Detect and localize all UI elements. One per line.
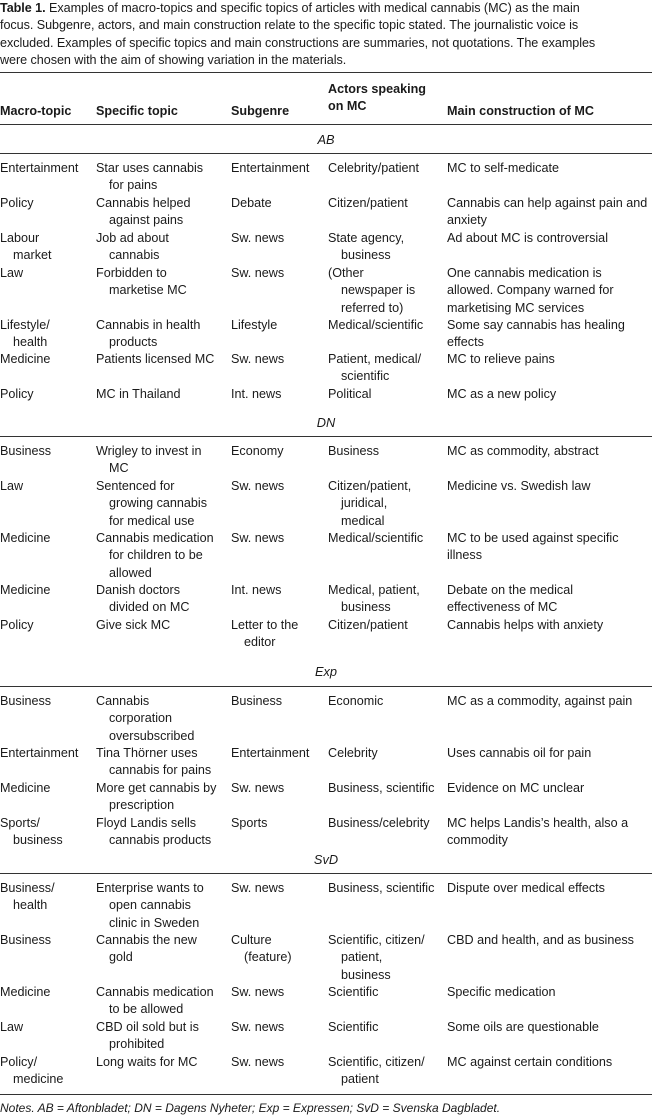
cell-line: Cannabis medication <box>96 531 214 545</box>
cell-line: allowed <box>109 565 152 580</box>
actors-cell <box>328 443 379 460</box>
main-construction-cell <box>447 1019 599 1036</box>
cell-line: One cannabis medication is <box>447 266 602 280</box>
section-label-exp: Exp <box>314 664 338 679</box>
table-notes: Notes. AB = Aftonbladet; DN = Dagens Nyheter; Exp = Expressen; SvD = Svenska Dagbladet. <box>0 1101 501 1115</box>
cell-line: State agency, <box>328 231 405 245</box>
cell-line: MC to relieve pains <box>447 352 555 366</box>
actors-cell <box>328 880 434 897</box>
cell-line: Political <box>328 387 372 401</box>
cell-line: business <box>341 967 391 982</box>
cell-line: juridical, <box>341 496 388 511</box>
cell-line: Wrigley to invest in <box>96 444 202 458</box>
subgenre-cell <box>231 478 284 495</box>
cell-line: Cannabis can help against pain and <box>447 196 648 210</box>
subgenre-cell <box>231 1054 284 1071</box>
main-construction-cell <box>447 582 573 617</box>
main-construction-cell <box>447 932 634 949</box>
cell-line: Patients licensed MC <box>96 352 215 366</box>
specific-topic-cell <box>96 195 191 230</box>
subgenre-cell <box>231 160 309 177</box>
cell-line: Law <box>0 266 24 280</box>
cell-line: Entertainment <box>231 161 310 175</box>
cell-line: Lifestyle/ <box>0 318 50 332</box>
cell-line: Medicine <box>0 352 51 366</box>
cell-line: Debate <box>231 196 272 210</box>
cell-line: Some oils are questionable <box>447 1020 599 1034</box>
cell-line: Job ad about <box>96 231 169 245</box>
macro-topic-cell <box>0 530 50 547</box>
main-construction-cell <box>447 160 559 177</box>
cell-line: MC helps Landis’s health, also a <box>447 816 629 830</box>
specific-topic-cell <box>96 443 201 478</box>
cell-line: marketise MC <box>109 283 187 298</box>
main-construction-cell <box>447 693 632 710</box>
cell-line: Sw. news <box>231 1055 285 1069</box>
specific-topic-cell <box>96 351 214 368</box>
actors-cell <box>328 265 415 317</box>
actors-cell <box>328 815 430 832</box>
section-rule-exp <box>0 686 652 687</box>
actors-cell <box>328 160 419 177</box>
cell-line: Business <box>0 694 52 708</box>
cell-line: Business <box>0 444 52 458</box>
cell-line: Medicine <box>0 781 51 795</box>
cell-line: Entertainment <box>231 746 310 760</box>
cell-line: Sw. news <box>231 881 285 895</box>
cell-line: Policy <box>0 196 34 210</box>
cell-line: Medical/scientific <box>328 318 424 332</box>
subgenre-cell <box>231 617 298 652</box>
cell-line: for medical use <box>109 513 195 528</box>
macro-topic-cell <box>0 815 63 850</box>
cell-line: Cannabis in health <box>96 318 201 332</box>
actors-cell <box>328 932 425 984</box>
actors-cell <box>328 582 420 617</box>
actors-cell <box>328 780 434 797</box>
specific-topic-cell <box>96 880 204 932</box>
cell-line: commodity <box>447 833 508 848</box>
macro-topic-cell <box>0 230 52 265</box>
cell-line: against pains <box>109 213 184 228</box>
subgenre-cell <box>231 386 281 403</box>
subgenre-cell <box>231 984 284 1001</box>
actors-cell <box>328 478 411 530</box>
main-construction-cell <box>447 745 591 762</box>
cell-line: business <box>341 248 391 263</box>
cell-line: Medicine <box>0 583 51 597</box>
cell-line: Citizen/patient, <box>328 479 412 493</box>
cell-line: Sentenced for <box>96 479 175 493</box>
cell-line: Danish doctors <box>96 583 180 597</box>
main-construction-cell <box>447 443 599 460</box>
section-label-ab: AB <box>317 132 335 147</box>
cell-line: Evidence on MC unclear <box>447 781 585 795</box>
cell-line: Cannabis the new <box>96 933 197 947</box>
macro-topic-cell <box>0 617 34 634</box>
cell-line: cannabis products <box>109 833 212 848</box>
macro-topic-cell <box>0 195 34 212</box>
main-construction-cell <box>447 195 647 230</box>
cell-line: newspaper is <box>341 283 416 298</box>
cell-line: Medical/scientific <box>328 531 424 545</box>
actors-cell <box>328 386 371 403</box>
specific-topic-cell <box>96 815 211 850</box>
cell-line: Dispute over medical effects <box>447 881 605 895</box>
cell-line: (feature) <box>244 950 292 965</box>
actors-cell <box>328 351 421 386</box>
macro-topic-cell <box>0 693 51 710</box>
cell-line: Business, scientific <box>328 781 435 795</box>
main-construction-cell <box>447 230 608 247</box>
macro-topic-cell <box>0 880 55 915</box>
cell-line: products <box>109 335 158 350</box>
main-construction-cell <box>447 880 605 897</box>
specific-topic-cell <box>96 780 216 815</box>
header-subgenre: Subgenre <box>231 104 290 118</box>
cell-line: Entertainment <box>0 161 79 175</box>
macro-topic-cell <box>0 582 50 599</box>
cell-line: Economy <box>231 444 284 458</box>
cell-line: Celebrity <box>328 746 378 760</box>
actors-cell <box>328 984 378 1001</box>
cell-line: Sw. news <box>231 781 285 795</box>
cell-line: Star uses cannabis <box>96 161 204 175</box>
cell-line: Business <box>231 694 283 708</box>
macro-topic-cell <box>0 160 78 177</box>
cell-line: growing cannabis <box>109 496 208 511</box>
actors-cell <box>328 230 404 265</box>
macro-topic-cell <box>0 265 23 282</box>
cell-line: for children to be <box>109 548 203 563</box>
specific-topic-cell <box>96 478 207 530</box>
cell-line: Specific medication <box>447 985 556 999</box>
cell-line: Sports/ <box>0 816 40 830</box>
cell-line: Some say cannabis has healing <box>447 318 625 332</box>
main-construction-cell <box>447 617 603 634</box>
cell-line: Debate on the medical <box>447 583 574 597</box>
cell-line: Policy <box>0 618 34 632</box>
cell-line: Labour <box>0 231 40 245</box>
cell-line: illness <box>447 548 482 563</box>
main-construction-cell <box>447 265 614 317</box>
specific-topic-cell <box>96 1019 199 1054</box>
actors-cell <box>328 617 408 634</box>
cell-line: allowed. Company warned for <box>447 283 614 298</box>
cell-line: Culture <box>231 933 272 947</box>
subgenre-cell <box>231 932 292 967</box>
cell-line: prescription <box>109 798 175 813</box>
cell-line: Citizen/patient <box>328 618 408 632</box>
actors-cell <box>328 530 423 547</box>
cell-line: corporation <box>109 711 173 726</box>
section-rule-svd <box>0 873 652 874</box>
cell-line: cannabis for pains <box>109 763 212 778</box>
header-macro-topic: Macro-topic <box>0 104 72 118</box>
cell-line: Sw. news <box>231 266 285 280</box>
section-rule-dn <box>0 436 652 437</box>
cell-line: MC as a commodity, against pain <box>447 694 633 708</box>
subgenre-cell <box>231 745 309 762</box>
cell-line: Medicine <box>0 985 51 999</box>
cell-line: medicine <box>13 1072 64 1087</box>
cell-line: Sw. news <box>231 985 285 999</box>
subgenre-cell <box>231 780 284 797</box>
cell-line: Int. news <box>231 387 282 401</box>
cell-line: to be allowed <box>109 1002 184 1017</box>
cell-line: MC in Thailand <box>96 387 181 401</box>
cell-line: Business/celebrity <box>328 816 430 830</box>
cell-line: Policy/ <box>0 1055 38 1069</box>
cell-line: medical <box>341 513 385 528</box>
actors-cell <box>328 195 408 212</box>
cell-line: MC against certain conditions <box>447 1055 613 1069</box>
table-label: Table 1. <box>0 1 46 15</box>
cell-line: effects <box>447 335 484 350</box>
actors-cell <box>328 745 378 762</box>
macro-topic-cell <box>0 478 23 495</box>
subgenre-cell <box>231 1019 284 1036</box>
cell-line: Ad about MC is controversial <box>447 231 608 245</box>
cell-line: Patient, medical/ <box>328 352 422 366</box>
subgenre-cell <box>231 317 277 334</box>
cell-line: MC to be used against specific <box>447 531 619 545</box>
cell-line: clinic in Sweden <box>109 915 200 930</box>
specific-topic-cell <box>96 1054 198 1071</box>
cell-line: gold <box>109 950 133 965</box>
cell-line: Business/ <box>0 881 55 895</box>
cell-line: Letter to the <box>231 618 299 632</box>
table-caption <box>0 0 652 69</box>
main-construction-cell <box>447 317 625 352</box>
macro-topic-cell <box>0 745 78 762</box>
cell-line: CBD oil sold but is <box>96 1020 199 1034</box>
cell-line: MC as a new policy <box>447 387 557 401</box>
cell-line: Entertainment <box>0 746 79 760</box>
cell-line: for pains <box>109 178 158 193</box>
cell-line: Economic <box>328 694 384 708</box>
section-label-dn: DN <box>316 415 336 430</box>
header-rule <box>0 124 652 125</box>
specific-topic-cell <box>96 230 169 265</box>
cell-line: business <box>341 600 391 615</box>
specific-topic-cell <box>96 745 211 780</box>
header-actors-line-2: on MC <box>328 99 367 113</box>
cell-line: market <box>13 248 52 263</box>
section-label-svd: SvD <box>313 852 339 867</box>
main-construction-cell <box>447 815 628 850</box>
cell-line: Sw. news <box>231 479 285 493</box>
macro-topic-cell <box>0 984 50 1001</box>
header-actors <box>328 81 426 115</box>
cell-line: Sw. news <box>231 231 285 245</box>
main-construction-cell <box>447 984 556 1001</box>
cell-line: Sw. news <box>231 531 285 545</box>
cell-line: Forbidden to <box>96 266 167 280</box>
cell-line: effectiveness of MC <box>447 600 558 615</box>
macro-topic-cell <box>0 351 50 368</box>
specific-topic-cell <box>96 265 187 300</box>
cell-line: Celebrity/patient <box>328 161 420 175</box>
cell-line: Business <box>328 444 380 458</box>
cell-line: Floyd Landis sells <box>96 816 197 830</box>
cell-line: scientific <box>341 369 390 384</box>
cell-line: Cannabis medication <box>96 985 214 999</box>
subgenre-cell <box>231 582 281 599</box>
cell-line: Sw. news <box>231 352 285 366</box>
cell-line: Int. news <box>231 583 282 597</box>
caption-line-4: were chosen with the aim of showing variation in the materials. <box>0 52 347 67</box>
cell-line: Scientific, citizen/ <box>328 933 425 947</box>
cell-line: editor <box>244 635 276 650</box>
cell-line: oversubscribed <box>109 728 195 743</box>
subgenre-cell <box>231 815 267 832</box>
subgenre-cell <box>231 265 284 282</box>
cell-line: divided on MC <box>109 600 190 615</box>
macro-topic-cell <box>0 932 51 949</box>
caption-line-2: focus. Subgenre, actors, and main construction relate to the specific topic stated. The journalistic voice is <box>0 18 579 33</box>
main-construction-cell <box>447 780 584 797</box>
actors-cell <box>328 693 383 710</box>
cell-line: Medicine <box>0 531 51 545</box>
specific-topic-cell <box>96 582 190 617</box>
cell-line: More get cannabis by <box>96 781 217 795</box>
cell-line: prohibited <box>109 1037 165 1052</box>
header-specific-topic: Specific topic <box>96 104 178 118</box>
table-top-rule <box>0 72 652 73</box>
macro-topic-cell <box>0 317 50 352</box>
main-construction-cell <box>447 530 619 565</box>
cell-line: Law <box>0 1020 24 1034</box>
cell-line: patient <box>341 1072 379 1087</box>
macro-topic-cell <box>0 780 50 797</box>
main-construction-cell <box>447 386 556 403</box>
specific-topic-cell <box>96 984 214 1019</box>
specific-topic-cell <box>96 386 180 403</box>
cell-line: Tina Thörner uses <box>96 746 198 760</box>
main-construction-cell <box>447 478 591 495</box>
macro-topic-cell <box>0 386 34 403</box>
caption-line-1: Examples of macro-topics and specific topics of articles with medical cannabis (MC) as the main <box>49 1 580 15</box>
specific-topic-cell <box>96 693 194 745</box>
specific-topic-cell <box>96 932 197 967</box>
cell-line: Sw. news <box>231 1020 285 1034</box>
macro-topic-cell <box>0 1054 63 1089</box>
subgenre-cell <box>231 351 284 368</box>
main-construction-cell <box>447 351 555 368</box>
actors-cell <box>328 1019 378 1036</box>
cell-line: Policy <box>0 387 34 401</box>
cell-line: Business <box>0 933 52 947</box>
caption-line-3: excluded. Examples of specific topics and main constructions are summaries, not quotations. The examples <box>0 35 596 50</box>
cell-line: Citizen/patient <box>328 196 408 210</box>
header-main-construction: Main construction of MC <box>447 104 594 118</box>
cell-line: (Other <box>328 266 364 280</box>
cell-line: anxiety <box>447 213 487 228</box>
cell-line: Long waits for MC <box>96 1055 198 1069</box>
actors-cell <box>328 1054 425 1089</box>
cell-line: Medical, patient, <box>328 583 420 597</box>
cell-line: referred to) <box>341 300 404 315</box>
cell-line: Give sick MC <box>96 618 171 632</box>
cell-line: Scientific <box>328 1020 379 1034</box>
cell-line: Cannabis helped <box>96 196 191 210</box>
subgenre-cell <box>231 230 284 247</box>
header-actors-line-1: Actors speaking <box>328 82 426 96</box>
cell-line: Enterprise wants to <box>96 881 204 895</box>
cell-line: health <box>13 898 48 913</box>
cell-line: marketising MC services <box>447 300 585 315</box>
specific-topic-cell <box>96 317 200 352</box>
cell-line: MC <box>109 461 129 476</box>
subgenre-cell <box>231 530 284 547</box>
actors-cell <box>328 317 423 334</box>
specific-topic-cell <box>96 617 170 634</box>
table-bottom-rule <box>0 1094 652 1095</box>
subgenre-cell <box>231 443 284 460</box>
cell-line: Cannabis <box>96 694 150 708</box>
cell-line: Law <box>0 479 24 493</box>
cell-line: business <box>13 833 63 848</box>
cell-line: cannabis <box>109 248 160 263</box>
cell-line: health <box>13 335 48 350</box>
cell-line: Business, scientific <box>328 881 435 895</box>
specific-topic-cell <box>96 160 203 195</box>
main-construction-cell <box>447 1054 612 1071</box>
specific-topic-cell <box>96 530 214 582</box>
subgenre-cell <box>231 195 272 212</box>
macro-topic-cell <box>0 1019 23 1036</box>
cell-line: MC to self-medicate <box>447 161 559 175</box>
cell-line: Uses cannabis oil for pain <box>447 746 592 760</box>
cell-line: Sports <box>231 816 268 830</box>
cell-line: patient, <box>341 950 383 965</box>
subgenre-cell <box>231 880 284 897</box>
cell-line: Cannabis helps with anxiety <box>447 618 604 632</box>
cell-line: Scientific, citizen/ <box>328 1055 425 1069</box>
cell-line: Lifestyle <box>231 318 278 332</box>
cell-line: CBD and health, and as business <box>447 933 634 947</box>
cell-line: open cannabis <box>109 898 191 913</box>
subgenre-cell <box>231 693 282 710</box>
cell-line: Scientific <box>328 985 379 999</box>
section-rule-ab <box>0 153 652 154</box>
cell-line: Medicine vs. Swedish law <box>447 479 591 493</box>
cell-line: MC as commodity, abstract <box>447 444 599 458</box>
macro-topic-cell <box>0 443 51 460</box>
